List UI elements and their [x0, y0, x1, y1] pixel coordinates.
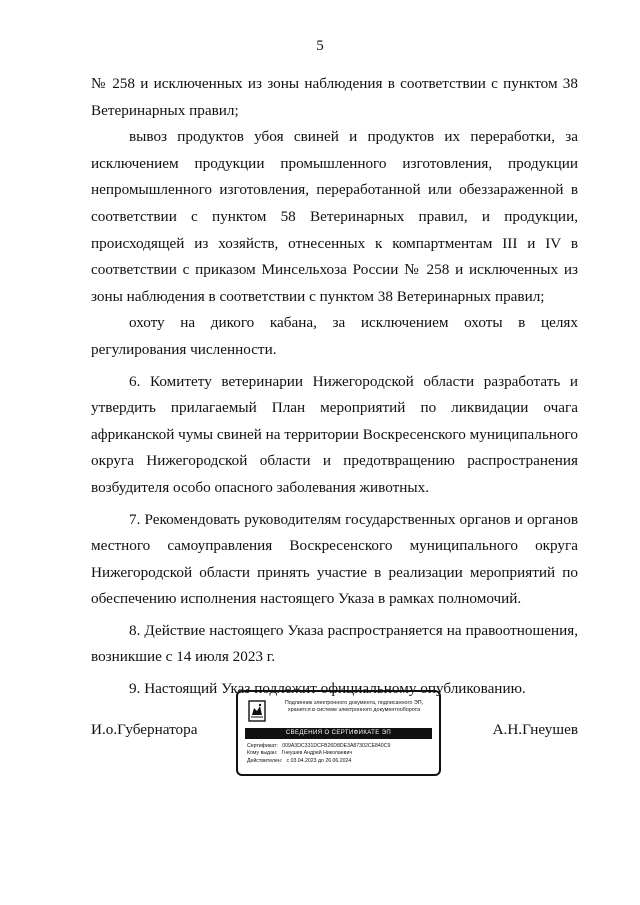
document-body — [91, 71, 578, 703]
paragraph-continuation: № 258 и исключенных из зоны наблюдения в соответствии с пунктом 38 Ветеринарных правил; — [91, 75, 578, 119]
signatory-name: А.Н.Гнеушев — [492, 721, 578, 738]
valid-label: Действителен: — [247, 757, 283, 764]
electronic-signature-stamp — [236, 690, 441, 776]
certificate-label: Сертификат: — [247, 743, 278, 749]
stamp-details — [247, 743, 437, 765]
coat-of-arms-icon — [248, 700, 266, 722]
paragraph-item-8: 8. Действие настоящего Указа распространяется на правоотношения, возникшие с 14 июля 2023 г. — [91, 621, 578, 666]
paragraph-item-6: 6. Комитету ветеринарии Нижегородской области разработать и утвердить прилагаемый План мероприятий по ликвидации очага африканской чумы свиней на территории Воскресенского муниципального округа Нижегородской области и предотвращению распространения возбудителя особо опасного заболевания животных. — [91, 372, 578, 496]
paragraph-item-7: 7. Рекомендовать руководителям государственных органов и органов местного самоуправления Воскресенского муниципального округа Нижегородской области принять участие в реализации мероприятий по обеспечению исполнения настоящего Указа в рамках полномочий. — [91, 510, 578, 608]
stamp-header-line-2: хранится в системе электронного документооборота — [287, 706, 421, 713]
stamp-certificate-title: СВЕДЕНИЯ О СЕРТИФИКАТЕ ЭП — [245, 728, 432, 739]
page-number: 5 — [316, 38, 324, 54]
paragraph-hunting: охоту на дикого кабана, за исключением охоты в целях регулирования численности. — [91, 314, 578, 358]
stamp-valid-row — [247, 758, 437, 765]
certificate-value: 009A3DC331DCFB26D8DE3A87302CE840C9 — [282, 743, 391, 749]
valid-value: с 03.04.2023 до 26.06.2024 — [286, 757, 352, 764]
issued-to-label: Кому выдан: — [247, 750, 278, 757]
paragraph-slaughter-products: вывоз продуктов убоя свиней и продуктов их переработки, за исключением продукции промышленного изготовления, продукции непромышленного изготовления, переработанной или обеззараженной в соответствии с пунктом 58 Ветеринарных правил, и продукции, происходящей из хозяйств, отнесенных к компартментам III и IV в соответствии с приказом Минсельхоза России № 258 и исключенных из зоны наблюдения в соответствии с пунктом 38 Ветеринарных правил; — [91, 128, 578, 305]
stamp-issued-to-row — [247, 750, 437, 757]
paragraph-item-9: 9. Настоящий Указ подлежит официальному опубликованию. — [129, 680, 526, 698]
signatory-position: И.о.Губернатора — [91, 721, 198, 738]
issued-to-value: Гнеушев Андрей Николаевич — [281, 750, 353, 757]
stamp-header-line-1: Подлинник электронного документа, подписанного ЭП, — [284, 700, 424, 706]
stamp-header — [270, 700, 438, 713]
